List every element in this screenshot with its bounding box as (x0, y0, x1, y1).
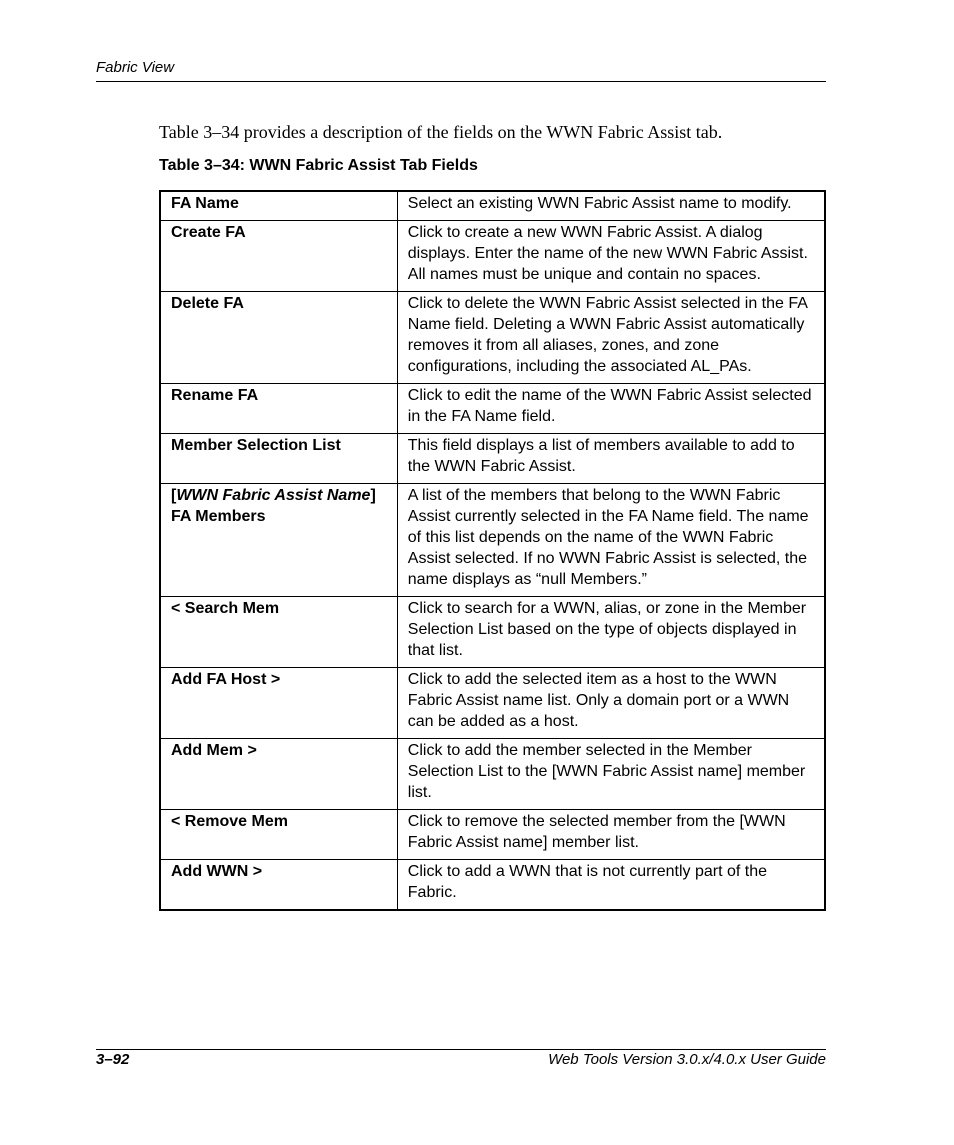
table-row (160, 668, 825, 739)
field-description: Click to search for a WWN, alias, or zone in the Member Selection List based on the type of objects displayed in that list. (397, 597, 825, 668)
page-number: 3–92 (96, 1051, 130, 1068)
field-name-italic: WWN Fabric Assist Name (176, 487, 371, 504)
field-name: Add FA Host > (160, 668, 397, 739)
running-header: Fabric View (96, 59, 175, 76)
field-description: Click to add the member selected in the Member Selection List to the [WWN Fabric Assist name] member list. (397, 739, 825, 810)
table-row (160, 384, 825, 434)
table-row (160, 434, 825, 484)
field-name: Add WWN > (160, 860, 397, 911)
field-name: < Search Mem (160, 597, 397, 668)
table-caption: Table 3–34: WWN Fabric Assist Tab Fields (159, 157, 478, 174)
field-description: A list of the members that belong to the WWN Fabric Assist currently selected in the FA Name field. The name of this list depends on the name of the WWN Fabric Assist selected. If no WWN Fabric Assist is selected, the name displays as “null Members.” (397, 484, 825, 597)
field-description: Click to remove the selected member from the [WWN Fabric Assist name] member list. (397, 810, 825, 860)
intro-paragraph: Table 3–34 provides a description of the fields on the WWN Fabric Assist tab. (159, 122, 723, 142)
field-name: Member Selection List (160, 434, 397, 484)
field-name: Rename FA (160, 384, 397, 434)
field-name: Create FA (160, 221, 397, 292)
field-description: Click to add the selected item as a host to the WWN Fabric Assist name list. Only a domain port or a WWN can be added as a host. (397, 668, 825, 739)
header-rule (96, 81, 826, 82)
table-row (160, 739, 825, 810)
field-name: < Remove Mem (160, 810, 397, 860)
table-row (160, 221, 825, 292)
table-row (160, 191, 825, 221)
table-row (160, 860, 825, 911)
field-name-open: [ (171, 487, 177, 504)
field-name: Add Mem > (160, 739, 397, 810)
field-description: Click to delete the WWN Fabric Assist selected in the FA Name field. Deleting a WWN Fabric Assist automatically removes it from all aliases, zones, and zone configurations, including the associated AL_PAs. (397, 292, 825, 384)
table-row (160, 597, 825, 668)
field-description: This field displays a list of members available to add to the WWN Fabric Assist. (397, 434, 825, 484)
field-name: FA Name (160, 191, 397, 221)
field-name-close: ] FA Members (171, 487, 376, 525)
table-row (160, 484, 825, 597)
footer-rule (96, 1049, 826, 1050)
field-description: Click to create a new WWN Fabric Assist. A dialog displays. Enter the name of the new WWN Fabric Assist. All names must be unique and contain no spaces. (397, 221, 825, 292)
field-name: Delete FA (160, 292, 397, 384)
table-row (160, 810, 825, 860)
field-description: Click to edit the name of the WWN Fabric Assist selected in the FA Name field. (397, 384, 825, 434)
guide-title: Web Tools Version 3.0.x/4.0.x User Guide (548, 1051, 826, 1068)
field-description: Click to add a WWN that is not currently part of the Fabric. (397, 860, 825, 911)
field-name (160, 484, 397, 597)
fields-table (159, 190, 826, 911)
table-row (160, 292, 825, 384)
field-description: Select an existing WWN Fabric Assist name to modify. (397, 191, 825, 221)
